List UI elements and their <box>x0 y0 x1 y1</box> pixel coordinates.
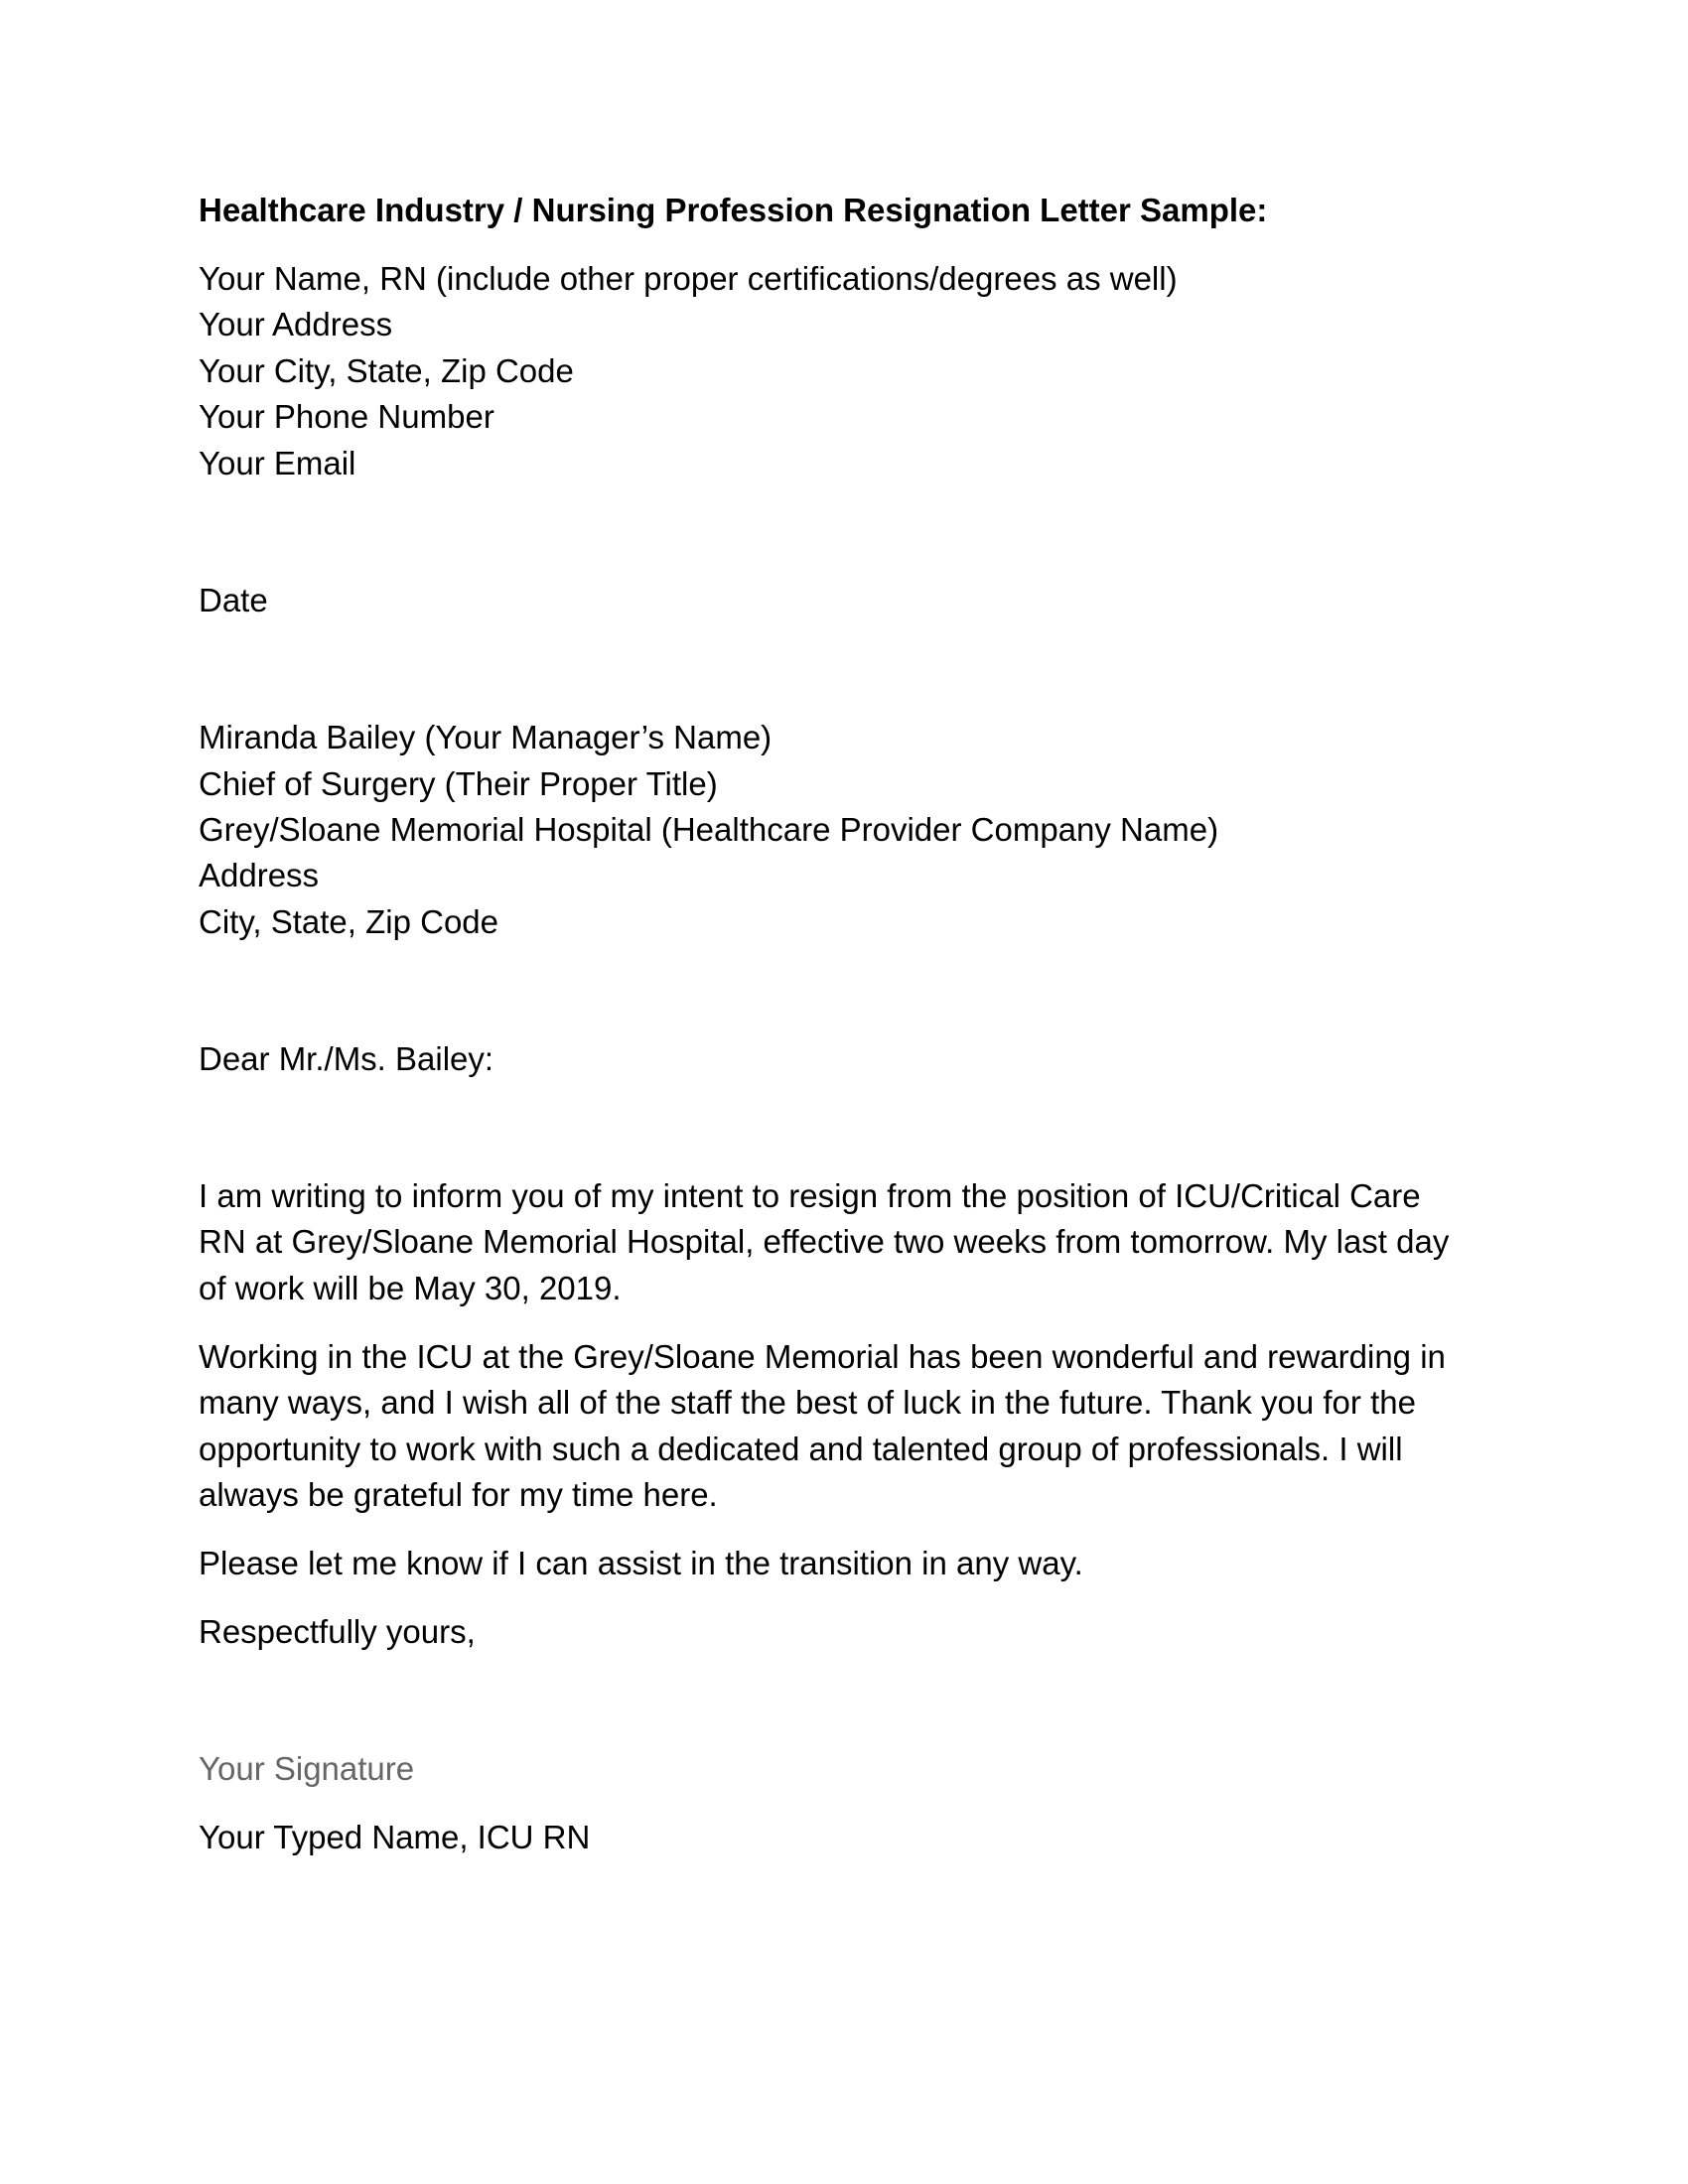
paragraph-line: Working in the ICU at the Grey/Sloane Memorial has been wonderful and rewarding in <box>199 1338 1446 1375</box>
recipient-company: Grey/Sloane Memorial Hospital (Healthcare Provider Company Name) <box>199 811 1219 848</box>
paragraph-line: always be grateful for my time here. <box>199 1476 718 1513</box>
recipient-city-state-zip: City, State, Zip Code <box>199 903 499 940</box>
sender-city-state-zip: Your City, State, Zip Code <box>199 352 574 389</box>
paragraph-line: of work will be May 30, 2019. <box>199 1270 622 1306</box>
salutation: Dear Mr./Ms. Bailey: <box>199 1040 494 1077</box>
paragraph-line: Please let me know if I can assist in the transition in any way. <box>199 1545 1083 1581</box>
paragraph-line: I am writing to inform you of my intent to resign from the position of ICU/Critical Care <box>199 1177 1421 1214</box>
letter-date: Date <box>199 582 268 618</box>
sender-phone: Your Phone Number <box>199 398 494 435</box>
typed-name: Your Typed Name, ICU RN <box>199 1819 591 1855</box>
sender-address: Your Address <box>199 306 393 342</box>
letter-title: Healthcare Industry / Nursing Profession Resignation Letter Sample: <box>199 192 1268 228</box>
recipient-name: Miranda Bailey (Your Manager’s Name) <box>199 719 773 755</box>
signature-placeholder: Your Signature <box>199 1750 415 1787</box>
paragraph-line: many ways, and I wish all of the staff the best of luck in the future. Thank you for the <box>199 1384 1416 1421</box>
paragraph-line: RN at Grey/Sloane Memorial Hospital, effective two weeks from tomorrow. My last day <box>199 1223 1450 1260</box>
sender-email: Your Email <box>199 445 356 481</box>
paragraph-line: opportunity to work with such a dedicated and talented group of professionals. I will <box>199 1431 1403 1467</box>
closing: Respectfully yours, <box>199 1613 476 1650</box>
recipient-address: Address <box>199 857 320 893</box>
recipient-title: Chief of Surgery (Their Proper Title) <box>199 765 718 802</box>
sender-name: Your Name, RN (include other proper certifications/degrees as well) <box>199 260 1178 297</box>
